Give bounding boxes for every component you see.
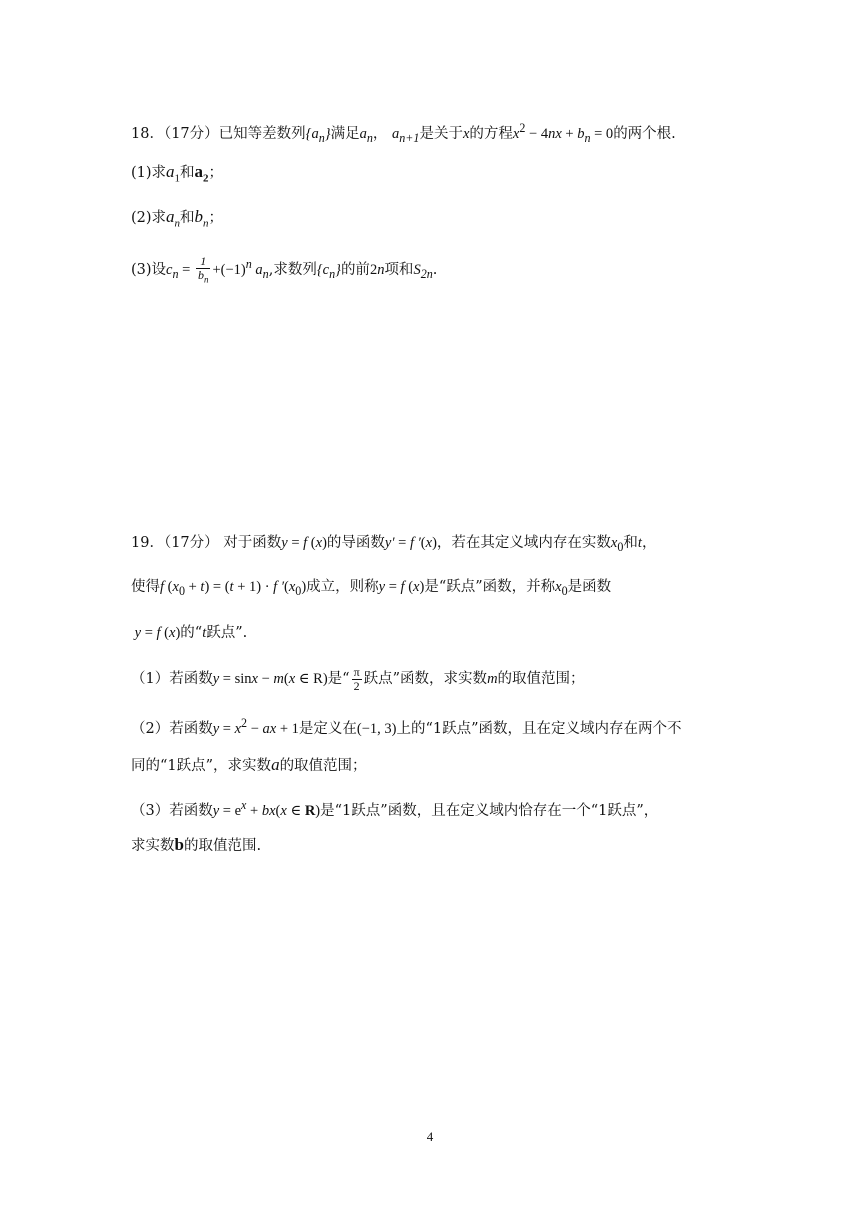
q18-part-3: (3)设$c_n$ = $\frac{1}{b_n}$ $+(-1)^n$ $a_n$,求数列$\{c_n\}$的前2n项和$S_{2n}$. [131,253,438,285]
math-m: m [487,671,498,687]
math-jump-eq: f $(x_0 + t) = (t + 1) \cdot f$ $'(x_0)$ [160,579,307,598]
math-pi-over-2: $\frac{\pi}{2}$ [353,664,360,693]
math-set-cn: $\{c_n\}$ [316,261,341,281]
math-cn-def: $c_n$ = $\frac{1}{b_n}$ $+(-1)^n$ $a_n$ [166,253,269,285]
math-x0-2: $x_0$ [555,579,568,598]
math-a2: $a_2$ [194,162,209,185]
math-set-an: $\{a_n\}$ [305,125,331,145]
math-a: a [271,755,280,774]
q19-part-3-line-2: 求实数b的取值范围. [131,835,262,854]
q19-line-3: y = f (x)的“t跃点”. [131,622,820,644]
math-y-fx-3: y = f (x) [134,625,181,641]
q19-part-3-line-1: （3）若函数$y = e^x + bx(x$ ∈ R)是“1跃点”函数，且在定义域内恰存在一个“1跃点”， [131,798,659,819]
q18-part-1: (1)求$a_1$和$a_2$； [131,162,224,185]
math-y-fx-2: y = f (x) [378,579,425,595]
q19-line-1: 19．（17分） 对于函数y = f (x)的导函数y′ = f ′(x)，若在其定义域内存在实数$x_0$和t， [131,535,657,554]
math-interval: (−1, 3) [356,720,397,737]
math-x0: $x_0$ [610,535,624,554]
math-bn: $b_n$ [194,207,209,230]
math-yprime: y′ = f ′(x) [384,535,437,551]
q19-line-2: 使得f $(x_0 + t) = (t + 1) \cdot f$ $'(x_0)$成立，则称y = f (x)是“跃点”函数，并称$x_0$是函数 [131,579,612,598]
math-sin-fn: y = sinx − m(x ∈ R) [212,671,328,687]
q19-part-2-line-2: 同的“1跃点”，求实数a的取值范围； [131,755,367,774]
q18-line-1: 18．（17分）已知等差数列$\{a_n\}$满足$a_n$， $a_{n+1}$是关于x的方程$x^2 - 4nx + b_n = 0$的两个根. [131,121,676,145]
math-x: x [462,125,470,142]
math-s2n: $S_{2n}$ [413,261,433,281]
math-an-2: $a_n$ [166,207,181,230]
q19-part-2-line-1: （2）若函数$y = x^2$ − ax + 1是定义在(−1, 3)上的“1跃点”函数，且在定义域内存在两个不 [131,716,682,737]
math-quad-fn: $y = x^2$ − ax + 1 [212,716,299,737]
math-y-fx: y = f (x) [281,535,327,551]
math-b: b [174,835,184,854]
math-t-2: t [202,625,207,641]
math-exp-fn: $y = e^x + bx(x$ ∈ R) [212,798,321,819]
math-equation: $x^2 - 4nx + b_n = 0$ [512,121,614,145]
q19-part-1: （1）若函数y = sinx − m(x ∈ R)是“ $\frac{\pi}{2}$ 跃点”函数，求实数m的取值范围； [131,664,585,693]
math-an1: $a_{n+1}$ [391,125,420,145]
math-a1: $a_1$ [166,162,181,185]
page-number: 4 [426,1129,434,1144]
math-an: $a_n$ [359,125,373,145]
q18-part-2: (2)求$a_n$和$b_n$； [131,207,224,230]
math-t: t [637,535,642,551]
math-2n: 2n [369,261,385,278]
